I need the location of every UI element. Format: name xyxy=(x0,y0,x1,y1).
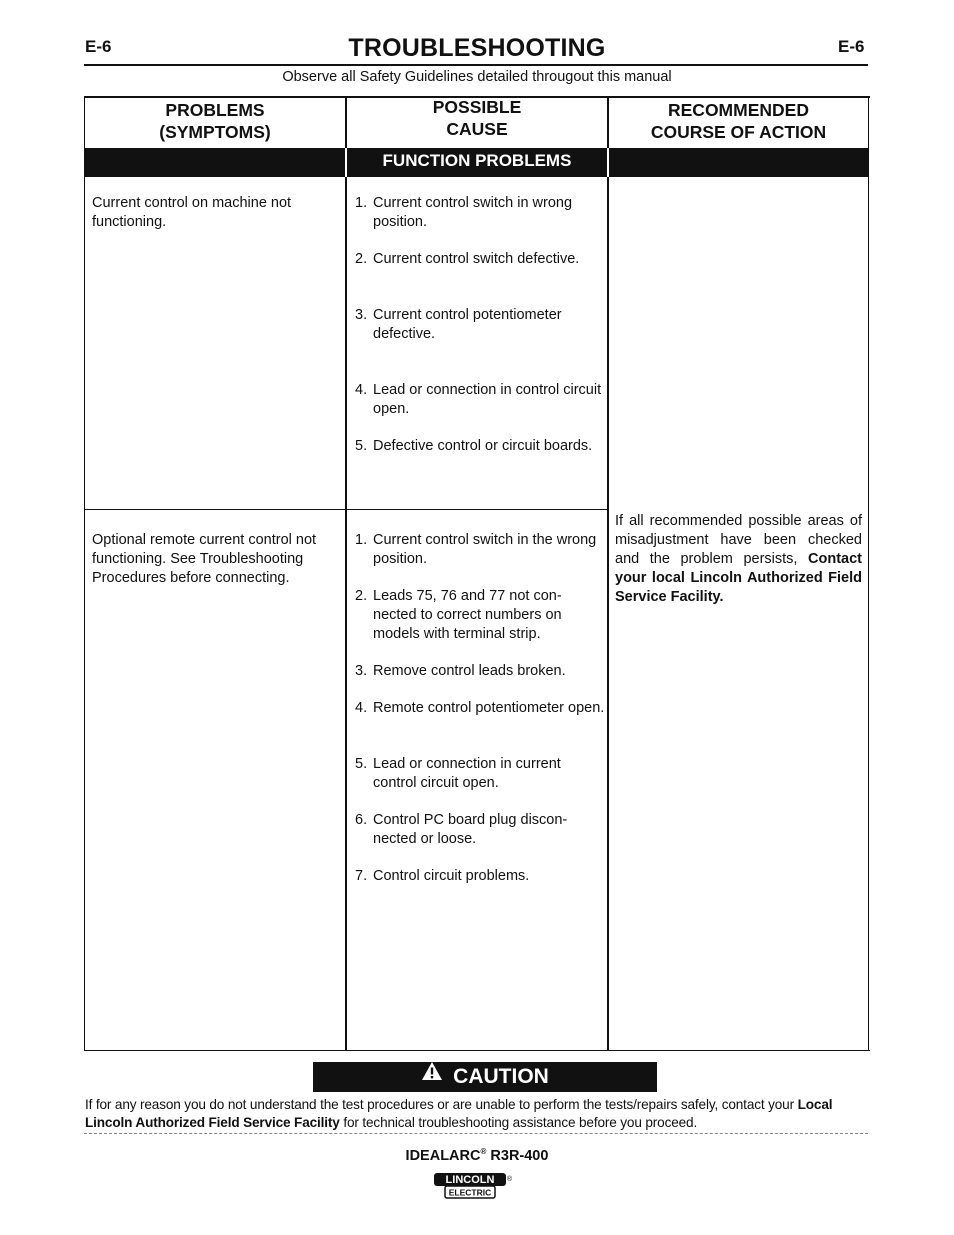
caution-contact-text: Local Lincoln Authorized Field Service Facility xyxy=(85,1097,833,1130)
cause-number: 3. xyxy=(355,663,368,679)
model-name-text: IDEALARC xyxy=(405,1147,481,1164)
cause-number: 7. xyxy=(355,868,368,884)
page-title: TROUBLESHOOTING xyxy=(348,34,606,62)
caution-label-text: CAUTION xyxy=(453,1065,549,1088)
footer-rule xyxy=(84,1133,868,1134)
safety-note: Observe all Safety Guidelines detailed througout this manual xyxy=(282,69,672,85)
caution-heading xyxy=(313,1062,657,1092)
section-label: FUNCTION PROBLEMS xyxy=(382,151,572,170)
cause-text: Current control switch defective. xyxy=(373,251,580,267)
cause-text: Current control potentiometer defective. xyxy=(373,307,562,342)
problem-text: Current control on machine not xyxy=(92,195,292,211)
cause-text: Lead or connection in control circuit open. xyxy=(373,382,602,417)
recommended-action xyxy=(615,512,862,607)
logo-top-text: LINCOLN xyxy=(445,1174,495,1187)
cause-number: 6. xyxy=(355,812,368,828)
table-bottom-border xyxy=(84,1050,870,1051)
model-suffix: R3R-400 xyxy=(490,1147,549,1164)
cause-text: Lead or connection in current control circuit open. xyxy=(373,756,561,791)
table-right-border xyxy=(868,96,869,1051)
row-divider xyxy=(84,509,608,510)
column-divider-1 xyxy=(345,96,347,1051)
column-header-action xyxy=(609,99,868,143)
caution-text-part: If for any reason you do not understand the test procedures or are unable to perform the tests/repairs safely, contact your xyxy=(85,1097,794,1112)
table-left-border xyxy=(84,96,85,1051)
caution-text xyxy=(85,1096,869,1132)
warning-triangle-icon xyxy=(421,1060,443,1090)
problem-text: Procedures before connecting. xyxy=(92,570,290,586)
registered-mark: ® xyxy=(480,1147,487,1156)
cause-number: 4. xyxy=(355,700,368,716)
page-number-left: E-6 xyxy=(85,37,112,56)
cause-number: 2. xyxy=(355,588,368,604)
lincoln-electric-logo xyxy=(433,1172,513,1200)
title-rule xyxy=(84,64,868,66)
column-header-line: PROBLEMS xyxy=(165,100,265,120)
column-divider-2 xyxy=(607,96,609,1051)
problem-cell xyxy=(92,194,342,232)
page-number-right: E-6 xyxy=(838,37,865,56)
problem-text: functioning. xyxy=(92,214,167,230)
cause-number: 1. xyxy=(355,195,368,211)
cause-text: Control circuit problems. xyxy=(373,868,530,884)
cause-text: Control PC board plug discon-nected or loose. xyxy=(373,812,568,847)
action-contact-text: Contact your local Lincoln Authorized Field Service Facility. xyxy=(615,551,862,605)
cause-number: 1. xyxy=(355,532,368,548)
column-header-line: (SYMPTOMS) xyxy=(159,122,271,142)
cause-number: 5. xyxy=(355,438,368,454)
column-header-problems xyxy=(85,99,345,143)
column-header-line: RECOMMENDED xyxy=(668,100,809,120)
action-text: If all recommended possible areas of misadjustment have been checked and the problem persists, xyxy=(615,513,862,567)
cause-text: Remove control leads broken. xyxy=(373,663,566,679)
problem-text: Optional remote current control not xyxy=(92,532,317,548)
column-header-line: CAUSE xyxy=(446,119,508,139)
logo-registered-mark: ® xyxy=(506,1176,513,1183)
problem-cell xyxy=(92,531,344,588)
caution-text-part: for technical troubleshooting assistance before you proceed. xyxy=(343,1115,698,1130)
column-header-cause xyxy=(347,96,607,140)
cause-text: Defective control or circuit boards. xyxy=(373,438,593,454)
cause-number: 3. xyxy=(355,307,368,323)
cause-number: 5. xyxy=(355,756,368,772)
problem-text: functioning. See Troubleshooting xyxy=(92,551,304,567)
model-name xyxy=(0,1147,954,1164)
column-header-line: POSSIBLE xyxy=(432,97,522,117)
logo-bottom-text: ELECTRIC xyxy=(448,1187,492,1198)
column-header-line: COURSE OF ACTION xyxy=(650,122,827,142)
cause-text: Remote control potentiometer open. xyxy=(373,700,605,716)
cause-text: Leads 75, 76 and 77 not con-nected to correct numbers on models with terminal strip. xyxy=(373,588,562,642)
cause-number: 2. xyxy=(355,251,368,267)
cause-text: Current control switch in wrong position. xyxy=(373,195,573,230)
cause-text: Current control switch in the wrong position. xyxy=(373,532,597,567)
cause-number: 4. xyxy=(355,382,368,398)
